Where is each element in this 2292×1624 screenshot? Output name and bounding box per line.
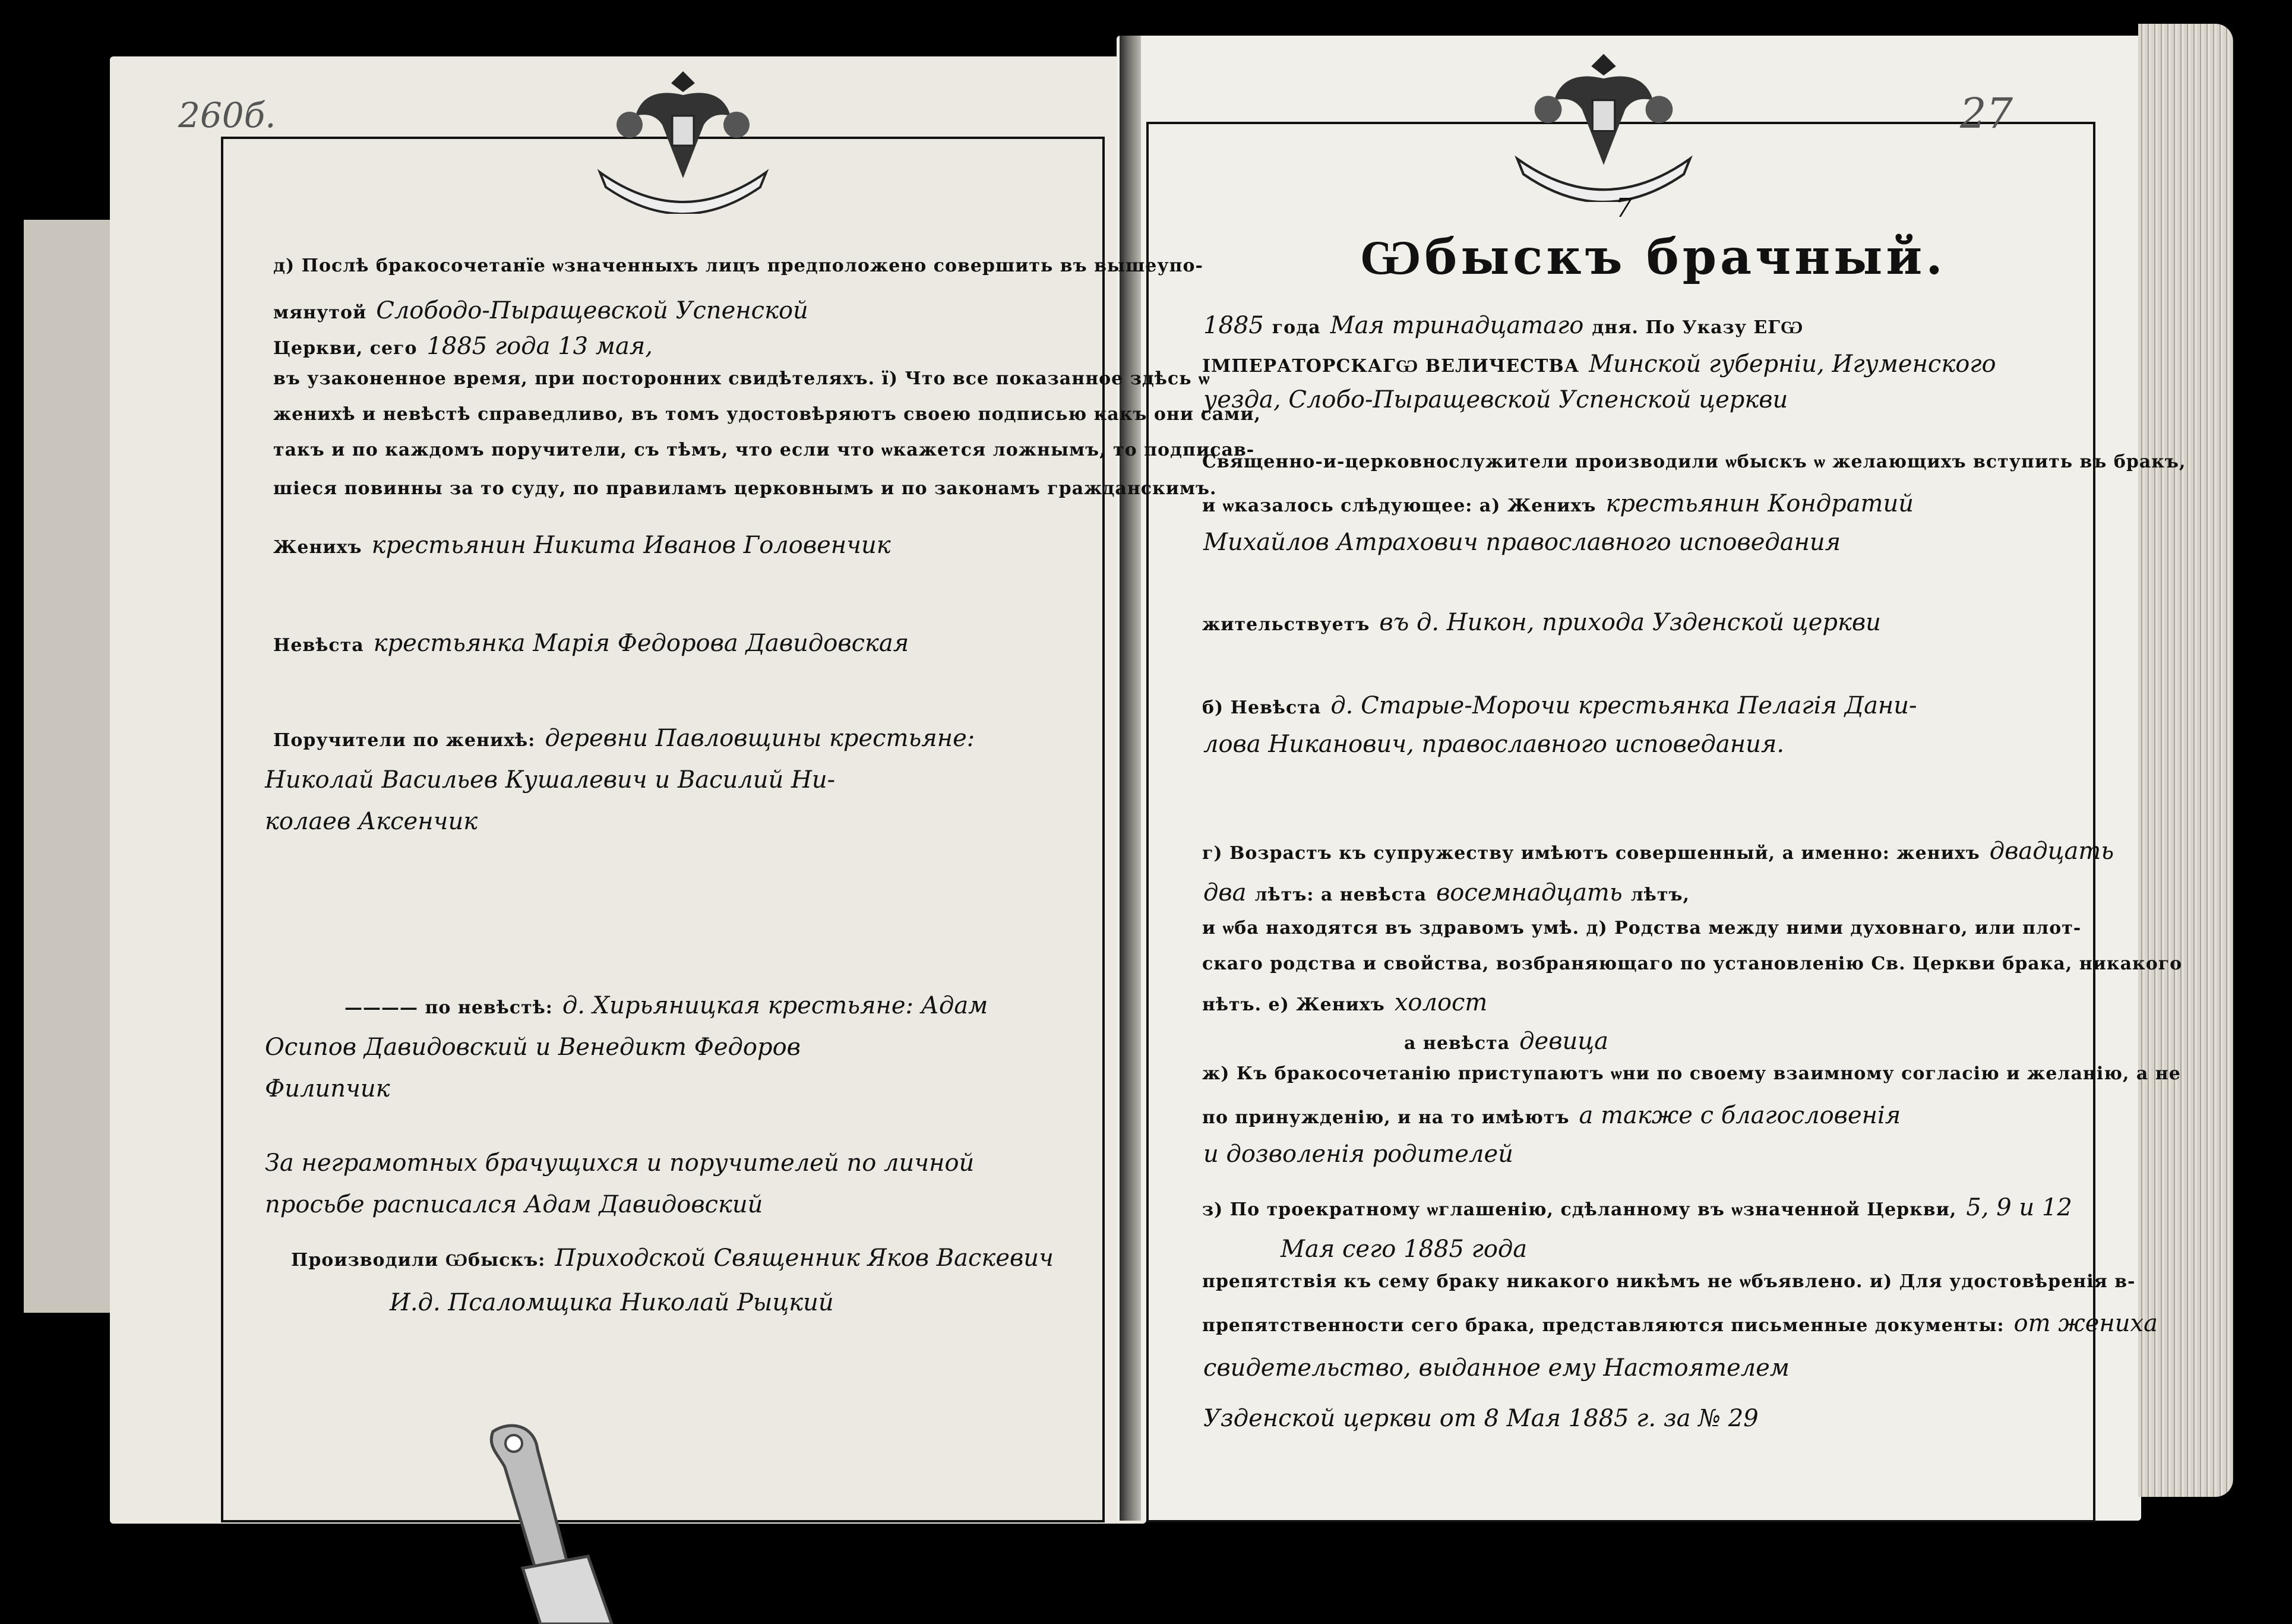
right-line	[1194, 953, 2182, 974]
printed-text: дня. По Указу ЕГѠ	[1592, 317, 1804, 338]
handwritten-text: въ д. Никон, прихода Узденской церкви	[1379, 609, 1881, 636]
left-line	[255, 1034, 801, 1061]
right-line	[1194, 1140, 1513, 1168]
handwritten-text: За неграмотных брачущихся и поручителей по личной	[265, 1149, 975, 1177]
handwritten-text: свидетельство, выданное ему Настоятелем	[1203, 1354, 1790, 1382]
printed-text: ———— по невѣстѣ:	[344, 997, 553, 1018]
printed-text: такъ и по каждомъ поручители, съ тѣмъ, что если что ѡкажется ложнымъ, то подписав-	[273, 440, 1255, 460]
handwritten-text: Приходской Священник Яков Васкевич	[555, 1244, 1054, 1272]
printed-text: и ѡба находятся въ здравомъ умѣ. д) Родства между ними духовнаго, или плот-	[1202, 918, 2082, 939]
left-line	[273, 725, 975, 752]
handwritten-text: Мая сего 1885 года	[1281, 1236, 1528, 1263]
printed-text: Женихъ	[273, 537, 362, 558]
printed-text: препятствія къ сему браку никакого никѣмъ не ѡбъявлено. и) Для удостовѣренія в-	[1202, 1271, 2136, 1292]
handwritten-text: д. Хирьяницкая крестьяне: Адам	[562, 992, 988, 1019]
left-line	[255, 808, 478, 835]
right-line	[1194, 350, 1996, 378]
right-line	[1194, 918, 2081, 939]
printed-text: года	[1272, 317, 1321, 338]
printed-text: г) Возрастъ къ супружеству имѣютъ совершенный, а именно: женихъ	[1202, 843, 1980, 864]
handwritten-text: просьбе расписался Адам Давидовский	[265, 1191, 763, 1218]
left-line	[273, 255, 1203, 276]
right-line	[1194, 529, 1841, 556]
handwritten-text: 1885	[1203, 312, 1264, 339]
right-line	[1194, 1063, 2181, 1084]
handwritten-text: Узденской церкви от 8 Мая 1885 г. за № 29	[1203, 1405, 1759, 1432]
left-line	[273, 333, 653, 360]
printed-text: лѣтъ,	[1630, 884, 1690, 905]
handwritten-text: колаев Аксенчик	[265, 808, 478, 835]
right-line	[1194, 1354, 1790, 1382]
handwritten-text: два	[1203, 879, 1247, 906]
right-line	[1194, 1194, 2072, 1221]
right-line	[1194, 1271, 2136, 1292]
printed-text: скаго родства и свойства, возбраняющаго по установленію Св. Церкви брака, никакого	[1202, 953, 2183, 974]
left-line	[255, 1075, 390, 1102]
handwritten-text: холост	[1394, 989, 1488, 1016]
printed-text: по принужденію, и на то имѣютъ	[1202, 1107, 1570, 1128]
handwritten-text: Мая тринадцатаго	[1330, 312, 1584, 339]
printed-text: жительствуетъ	[1202, 614, 1370, 635]
right-line	[1194, 1310, 2158, 1337]
left-page-edges	[24, 220, 113, 1313]
handwritten-text: 5, 9 и 12	[1966, 1194, 2072, 1221]
handwritten-text: Минской губерніи, Игуменского	[1589, 350, 1996, 378]
handwritten-text: девица	[1519, 1028, 1608, 1055]
handwritten-text: и дозволенія родителей	[1203, 1140, 1513, 1168]
right-line	[1194, 731, 1784, 758]
right-line	[1194, 989, 1487, 1016]
printed-text: Церкви, сего	[273, 338, 418, 359]
right-line	[1194, 312, 1803, 339]
printed-text: въ узаконенное время, при посторонних свидѣтеляхъ. ї) Что все показанное здѣсь ѡ	[273, 368, 1210, 389]
left-line	[273, 404, 1261, 425]
handwritten-text: д. Старые-Морочи крестьянка Пелагія Дани-	[1330, 692, 1917, 719]
handwritten-text: Филипчик	[265, 1075, 390, 1102]
printed-text: и ѡказалось слѣдующее: а) Женихъ	[1202, 495, 1597, 516]
right-page-number: 27	[1960, 89, 2013, 138]
left-line	[273, 440, 1254, 460]
printed-text: лѣтъ: а невѣста	[1254, 884, 1427, 905]
left-line	[273, 532, 891, 559]
right-line	[1194, 451, 2186, 472]
printed-text: Священно-и-церковнослужители производили ѡбыскъ ѡ желающихъ вступить въ бракъ,	[1202, 451, 2186, 472]
handwritten-text: от жениха	[2013, 1310, 2158, 1337]
printed-text: препятственности сего брака, представляются письменные документы:	[1202, 1315, 2005, 1336]
handwritten-text: Слободо-Пыращевской Успенской	[376, 297, 808, 324]
handwritten-text: Осипов Давидовский и Венедикт Федоров	[265, 1034, 801, 1061]
printed-text: ж) Къ бракосочетанію приступаютъ ѡни по своему взаимному согласію и желанію, а не	[1202, 1063, 2181, 1084]
handwritten-text: И.д. Псаломщика Николай Рыцкий	[390, 1289, 834, 1316]
printed-text: Невѣста	[273, 635, 364, 656]
left-line	[273, 478, 1216, 499]
left-line	[273, 297, 808, 324]
printed-text: б) Невѣста	[1202, 697, 1322, 718]
left-line	[291, 1244, 1054, 1272]
printed-text: Производили Ѡбыскъ:	[291, 1250, 546, 1271]
printed-text: д) Послѣ бракосочетанїе ѡзначенныхъ лицъ предположено совершить въ вышеупо-	[273, 255, 1203, 276]
binder-clip-icon	[469, 1420, 636, 1624]
right-line	[1194, 838, 2114, 865]
right-line	[1194, 1405, 1759, 1432]
handwritten-text: 1885 года 13 мая,	[426, 333, 653, 360]
printed-text: нѣтъ. е) Женихъ	[1202, 994, 1385, 1015]
handwritten-text: Михайлов Атрахович православного исповедания	[1203, 529, 1841, 556]
handwritten-text: Николай Васильев Кушалевич и Василий Ни-	[265, 766, 836, 794]
handwritten-text: крестьянин Кондратий	[1605, 490, 1914, 517]
handwritten-text: а также с благословенія	[1579, 1102, 1901, 1129]
printed-text: мянутой	[273, 302, 367, 323]
handwritten-text: крестьянин Никита Иванов Головенчик	[371, 532, 891, 559]
left-line	[255, 1149, 974, 1177]
left-line	[344, 992, 988, 1019]
right-line	[1194, 1102, 1901, 1129]
left-page-number: 260б.	[178, 95, 276, 135]
left-line	[255, 1191, 763, 1218]
handwritten-text: двадцать	[1989, 838, 2114, 865]
printed-text: ІМПЕРАТОРСКАГѠ ВЕЛИЧЕСТВА	[1202, 356, 1580, 377]
printed-text: а невѣста	[1404, 1033, 1510, 1054]
right-page-edges	[2138, 24, 2233, 1497]
printed-text: женихѣ и невѣстѣ справедливо, въ томъ удостовѣряютъ своею подписью какъ они сами,	[273, 404, 1261, 425]
left-line	[380, 1289, 834, 1316]
printed-text: шіеся повинны за то суду, по правиламъ церковнымъ и по законамъ гражданскимъ.	[273, 478, 1217, 499]
right-crest-icon	[1509, 42, 1699, 202]
handwritten-text: крестьянка Марія Федорова Давидовская	[373, 630, 909, 657]
record-number: 7	[1616, 193, 1632, 223]
handwritten-text: деревни Павловщины крестьяне:	[545, 725, 975, 752]
right-line	[1396, 1028, 1608, 1055]
right-line	[1194, 386, 1788, 413]
right-line	[1194, 879, 1690, 906]
handwritten-text: лова Никанович, православного исповедания.	[1203, 731, 1785, 758]
printed-text: Поручители по женихѣ:	[273, 730, 536, 751]
left-line	[255, 766, 835, 794]
handwritten-text: восемнадцать	[1436, 879, 1623, 906]
page-title: Ѡбыскъ брачный.	[1360, 229, 1946, 286]
left-crest-icon	[594, 59, 772, 214]
handwritten-text: уезда, Слобо-Пыращевской Успенской церкви	[1203, 386, 1788, 413]
right-line	[1194, 609, 1881, 636]
right-line	[1194, 692, 1917, 719]
left-line	[273, 368, 1210, 389]
left-line	[273, 630, 909, 657]
right-line	[1271, 1236, 1527, 1263]
right-line	[1194, 490, 1914, 517]
printed-text: з) По троекратному ѡглашенію, сдѣланному въ ѡзначенной Церкви,	[1202, 1199, 1957, 1220]
